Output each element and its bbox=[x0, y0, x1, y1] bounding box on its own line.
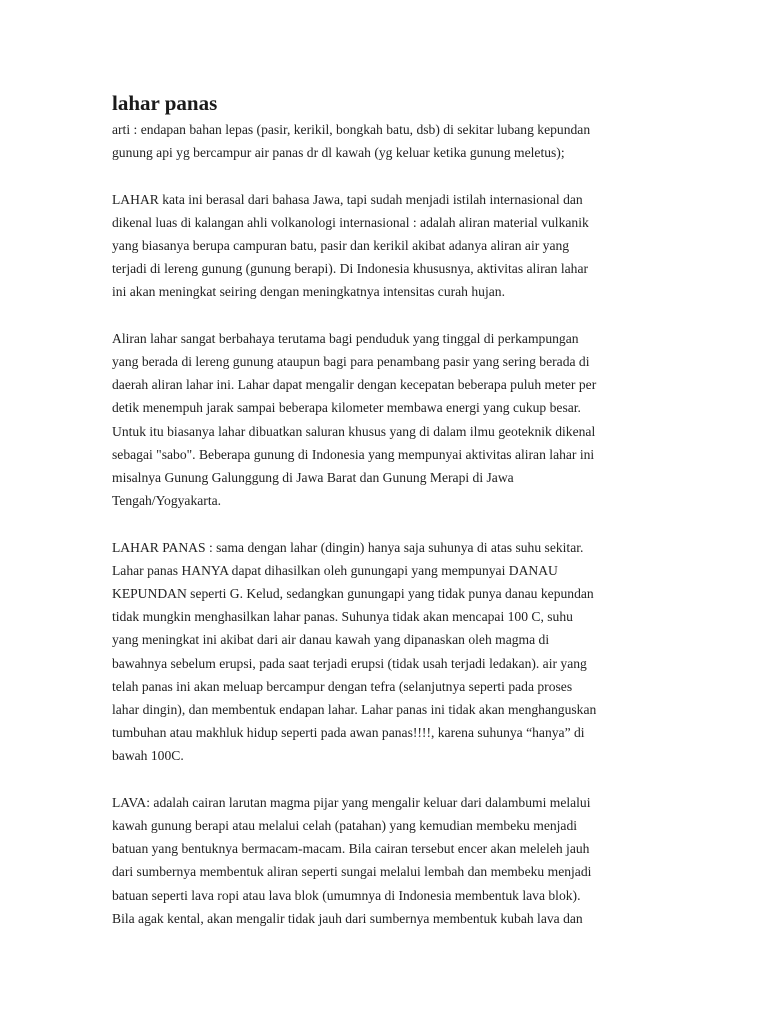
text-line: dikenal luas di kalangan ahli volkanologi internasional : adalah aliran material vulkanik bbox=[112, 214, 589, 230]
paragraph-lava bbox=[112, 791, 662, 930]
text-line: LAVA: adalah cairan larutan magma pijar yang mengalir keluar dari dalambumi melalui bbox=[112, 794, 591, 810]
text-line: tumbuhan atau makhluk hidup seperti pada awan panas!!!!, karena suhunya “hanya” di bbox=[112, 725, 585, 741]
text-line: Lahar panas HANYA dapat dihasilkan oleh gunungapi yang mempunyai DANAU bbox=[112, 562, 558, 578]
text-line: LAHAR kata ini berasal dari bahasa Jawa, tapi sudah menjadi istilah internasional dan bbox=[112, 191, 583, 207]
text-line: yang berada di lereng gunung ataupun bagi para penambang pasir yang sering berada di bbox=[112, 354, 590, 369]
text-line: terjadi di lereng gunung (gunung berapi). Di Indonesia khususnya, aktivitas aliran lahar bbox=[112, 261, 589, 277]
text-line: lahar dingin), dan membentuk endapan lahar. Lahar panas ini tidak akan menghanguskan bbox=[112, 702, 597, 718]
text-line: Bila agak kental, akan mengalir tidak jauh dari sumbernya membentuk kubah lava dan bbox=[112, 910, 583, 926]
text-line: dari sumbernya membentuk aliran seperti sungai melalui lembah dan membeku menjadi bbox=[112, 864, 592, 880]
text-line: bawah 100C. bbox=[112, 748, 184, 764]
text-line: KEPUNDAN seperti G. Kelud, sedangkan gunungapi yang tidak punya danau kepundan bbox=[112, 586, 594, 602]
text-line: tidak mungkin menghasilkan lahar panas. Suhunya tidak akan mencapai 100 C, suhu bbox=[112, 609, 573, 625]
text-line: batuan seperti lava ropi atau lava blok (umumnya di Indonesia membentuk lava blok). bbox=[112, 887, 581, 903]
text-line: sebagai "sabo". Beberapa gunung di Indonesia yang mempunyai aktivitas aliran lahar ini bbox=[112, 446, 595, 462]
text-line: gunung api yg bercampur air panas dr dl kawah (yg keluar ketika gunung meletus); bbox=[112, 145, 565, 161]
text-line: Untuk itu biasanya lahar dibuatkan saluran khusus yang di dalam ilmu geoteknik dikenal bbox=[112, 423, 596, 439]
text-line: batuan yang bentuknya bermacam-macam. Bila cairan tersebut encer akan meleleh jauh bbox=[112, 841, 590, 857]
text-line: bawahnya sebelum erupsi, pada saat terjadi erupsi (tidak usah terjadi ledakan). air yang bbox=[112, 655, 587, 671]
text-line: Aliran lahar sangat berbahaya terutama bagi penduduk yang tinggal di perkampungan bbox=[112, 330, 579, 346]
document-title: lahar panas bbox=[112, 91, 218, 115]
paragraph-aliran-lahar bbox=[112, 327, 662, 513]
text-line: Tengah/Yogyakarta. bbox=[112, 493, 222, 509]
text-line: daerah aliran lahar ini. Lahar dapat mengalir dengan kecepatan beberapa puluh meter per bbox=[112, 377, 597, 393]
text-line: telah panas ini akan meluap bercampur dengan tefra (selanjutnya seperti pada proses bbox=[112, 678, 573, 694]
text-line: detik menempuh jarak sampai beberapa kilometer membawa energi yang cukup besar. bbox=[112, 400, 581, 416]
paragraph-lahar bbox=[112, 188, 662, 304]
text-line: LAHAR PANAS : sama dengan lahar (dingin) hanya saja suhunya di atas suhu sekitar. bbox=[112, 539, 584, 555]
document-page bbox=[112, 90, 662, 953]
paragraph-arti bbox=[112, 118, 662, 164]
text-line: arti : endapan bahan lepas (pasir, kerikil, bongkah batu, dsb) di sekitar lubang kepundan bbox=[112, 122, 591, 137]
paragraph-lahar-panas bbox=[112, 536, 662, 768]
text-line: kawah gunung berapi atau melalui celah (patahan) yang kemudian membeku menjadi bbox=[112, 818, 578, 834]
text-line: misalnya Gunung Galunggung di Jawa Barat dan Gunung Merapi di Jawa bbox=[112, 470, 514, 486]
text-line: yang biasanya berupa campuran batu, pasir dan kerikil akibat adanya aliran air yang bbox=[112, 238, 570, 253]
text-line: yang meningkat ini akibat dari air danau kawah yang dipanaskan oleh magma di bbox=[112, 632, 550, 648]
text-line: ini akan meningkat seiring dengan meningkatnya intensitas curah hujan. bbox=[112, 284, 505, 300]
